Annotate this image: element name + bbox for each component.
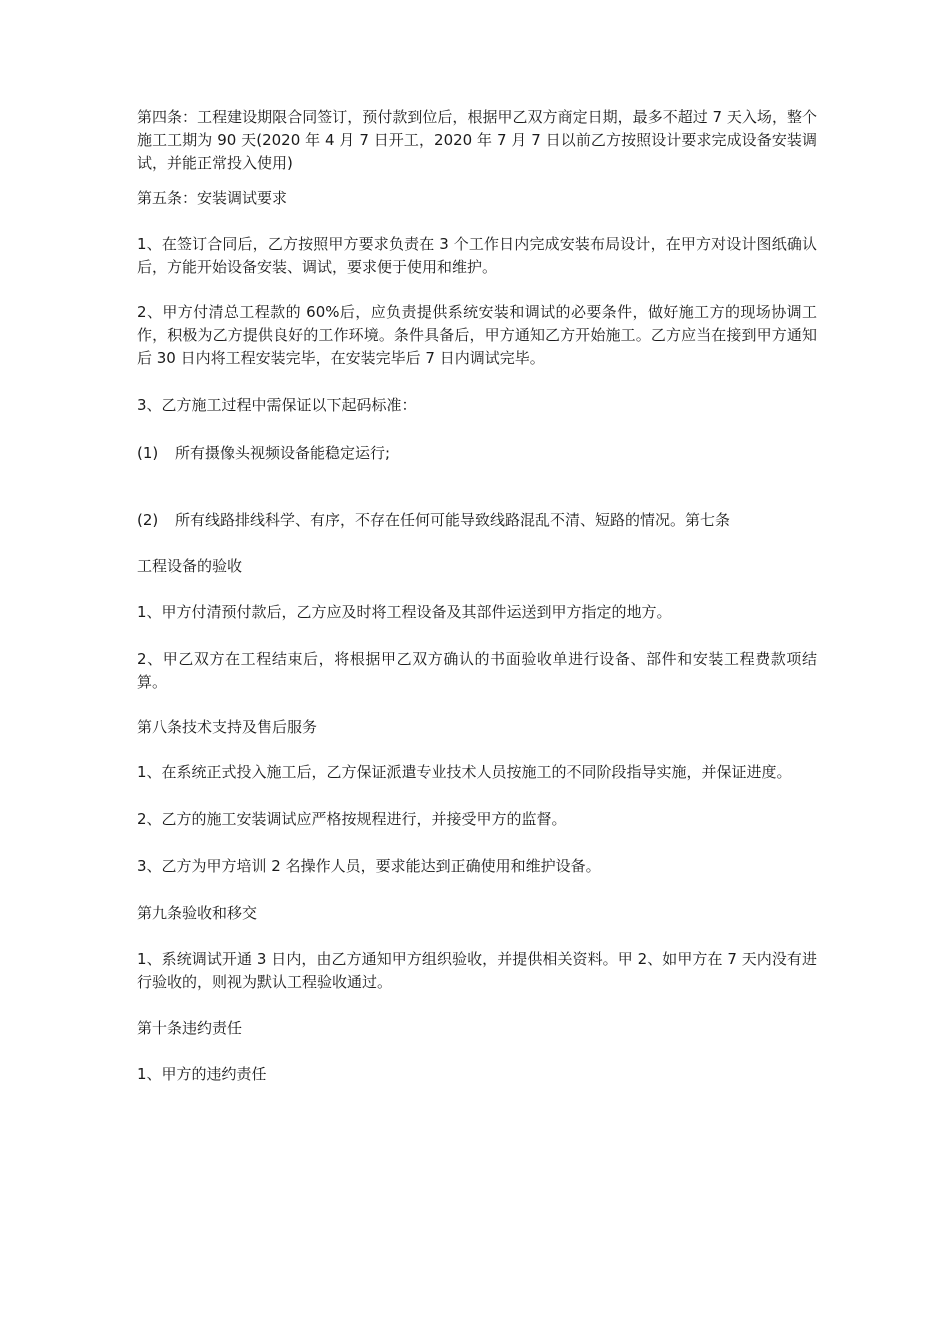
standard-item-2-text: 所有线路排线科学、有序，不存在任何可能导致线路混乱不清、短路的情况。第七条 [175, 511, 731, 529]
support-clause-1: 1、在系统正式投入施工后，乙方保证派遣专业技术人员按施工的不同阶段指导实施，并保证进度。 [137, 763, 792, 781]
handover-clause-1: 1、系统调试开通 3 日内，由乙方通知甲方组织验收，并提供相关资料。甲 2、如甲方在 7 天内没有进行验收的，则视为默认工程验收通过。 [137, 950, 817, 991]
support-clause-2: 2、乙方的施工安装调试应严格按规程进行，并接受甲方的监督。 [137, 810, 567, 828]
liability-clause-1: 1、甲方的违约责任 [137, 1065, 267, 1083]
article-8-heading: 第八条技术支持及售后服务 [137, 718, 318, 736]
acceptance-heading: 工程设备的验收 [137, 557, 243, 575]
standard-item-2-number: (2) [137, 511, 159, 529]
acceptance-clause-2: 2、甲乙双方在工程结束后，将根据甲乙双方确认的书面验收单进行设备、部件和安装工程费款项结算。 [137, 650, 817, 691]
install-clause-3: 3、乙方施工过程中需保证以下起码标准： [137, 396, 417, 414]
acceptance-clause-1: 1、甲方付清预付款后，乙方应及时将工程设备及其部件运送到甲方指定的地方。 [137, 603, 672, 621]
support-clause-3: 3、乙方为甲方培训 2 名操作人员，要求能达到正确使用和维护设备。 [137, 857, 601, 875]
document-body [137, 106, 817, 1086]
standard-item-2 [137, 509, 817, 532]
article-9-heading: 第九条验收和移交 [137, 904, 258, 922]
standard-item-1-number: (1) [137, 444, 159, 462]
article-10-heading: 第十条违约责任 [137, 1019, 243, 1037]
standard-item-1 [137, 442, 817, 465]
standard-item-1-text: 所有摄像头视频设备能稳定运行; [175, 444, 391, 462]
install-clause-1: 1、在签订合同后，乙方按照甲方要求负责在 3 个工作日内完成安装布局设计，在甲方对设计图纸确认后，方能开始设备安装、调试，要求便于使用和维护。 [137, 235, 817, 276]
article-4-paragraph: 第四条：工程建设期限合同签订，预付款到位后，根据甲乙双方商定日期，最多不超过 7 天入场，整个施工工期为 90 天(2020 年 4 月 7 日开工，2020 年 7 月 7 日以前乙方按照设计要求完成设备安装调试，并能正常投入使用) [137, 108, 817, 172]
article-5-heading: 第五条：安装调试要求 [137, 189, 288, 207]
install-clause-2: 2、甲方付清总工程款的 60%后，应负责提供系统安装和调试的必要条件，做好施工方的现场协调工作，积极为乙方提供良好的工作环境。条件具备后，甲方通知乙方开始施工。乙方应当在接到甲方通知后 30 日内将工程安装完毕，在安装完毕后 7 日内调试完毕。 [137, 303, 817, 367]
